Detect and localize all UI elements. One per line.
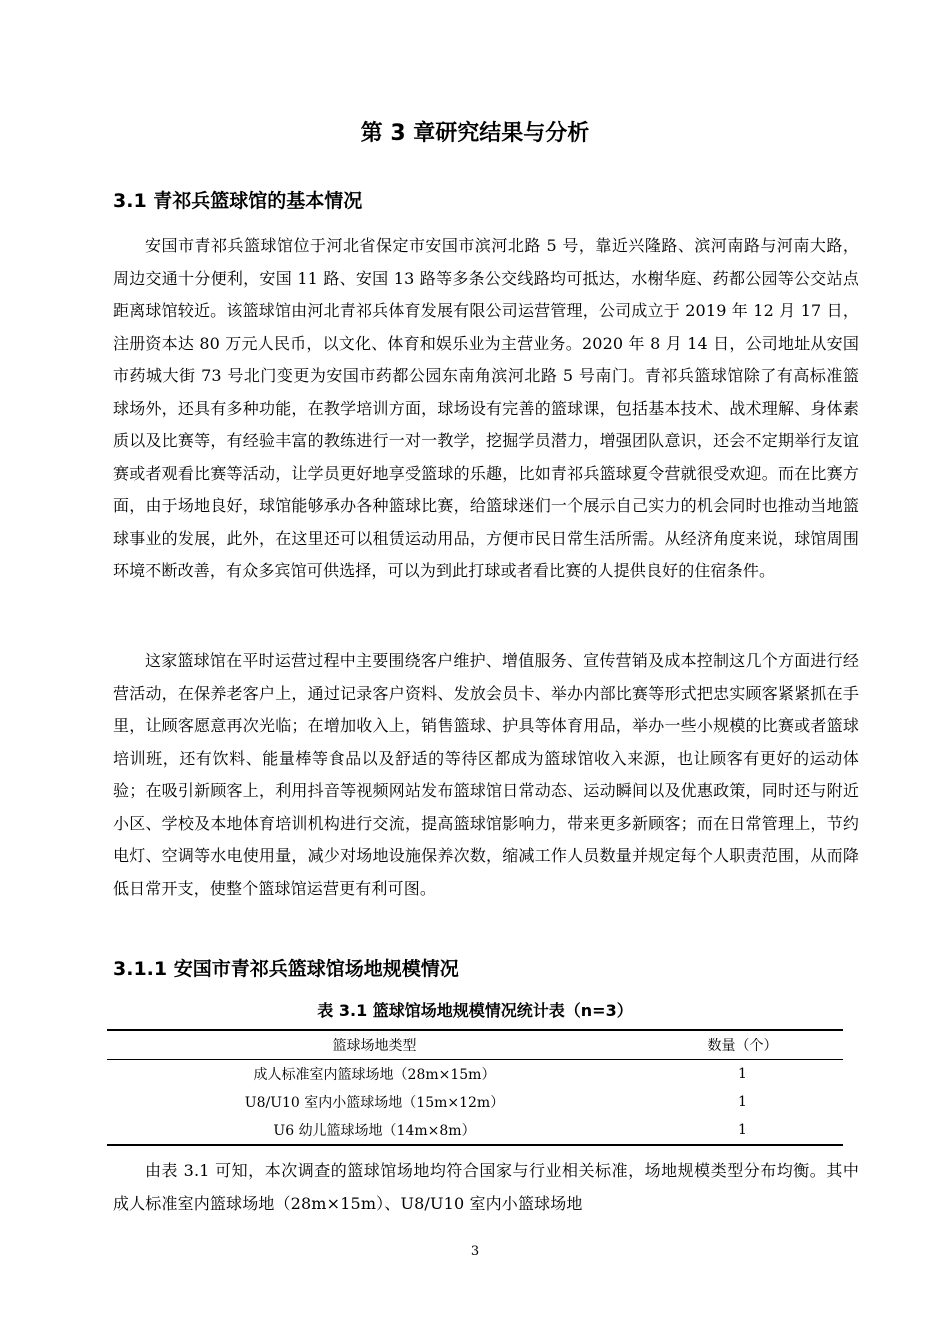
paragraph-intro: 安国市青祁兵篮球馆位于河北省保定市安国市滨河北路 5 号，靠近兴隆路、滨河南路与河南大路，周边交通十分便利，安国 11 路、安国 13 路等多条公交线路均可抵达，水榭华庭、药都公园等公交站点距离球馆较近。该篮球馆由河北青祁兵体育发展有限公司运营管理，公司成立于 2019 年 12 月 17 日，注册资本达 80 万元人民币，以文化、体育和娱乐业为主营业务。2020 年 8 月 14 日，公司地址从安国市药城大街 73 号北门变更为安国市药都公园东南角滨河北路 5 号南门。青祁兵篮球馆除了有高标准篮球场外，还具有多种功能，在教学培训方面，球场设有完善的篮球课，包括基本技术、战术理解、身体素质以及比赛等，有经验丰富的教练进行一对一教学，挖掘学员潜力，增强团队意识，还会不定期举行友谊赛或者观看比赛等活动，让学员更好地享受篮球的乐趣，比如青祁兵篮球夏令营就很受欢迎。而在比赛方面，由于场地良好，球馆能够承办各种篮球比赛，给篮球迷们一个展示自己实力的机会同时也推动当地篮球事业的发展，此外，在这里还可以租赁运动用品，方便市民日常生活所需。从经济角度来说，球馆周围环境不断改善，有众多宾馆可供选择，可以为到此打球或者看比赛的人提供良好的住宿条件。 xyxy=(113,236,859,580)
header-court-type: 篮球场地类型 xyxy=(332,1038,417,1054)
cell-count: 1 xyxy=(738,1122,747,1138)
page-number: 3 xyxy=(470,1244,480,1259)
table-row xyxy=(107,1116,843,1145)
chapter-title: 第 3 章研究结果与分析 xyxy=(360,121,590,146)
cell-court-type: U6 幼儿篮球场地（14m×8m） xyxy=(273,1123,476,1139)
table-row xyxy=(107,1088,843,1116)
cell-court-type: 成人标准室内篮球场地（28m×15m） xyxy=(253,1067,496,1083)
subsection-heading: 3.1.1 安国市青祁兵篮球馆场地规模情况 xyxy=(113,958,459,980)
cell-count: 1 xyxy=(738,1094,747,1110)
section-heading: 3.1 青祁兵篮球馆的基本情况 xyxy=(113,190,363,212)
cell-court-type: U8/U10 室内小篮球场地（15m×12m） xyxy=(244,1095,505,1111)
table-caption: 表 3.1 篮球馆场地规模情况统计表（n=3） xyxy=(317,1001,633,1020)
table-header-row xyxy=(107,1030,843,1060)
header-count: 数量（个） xyxy=(707,1038,778,1054)
paragraph-operations: 这家篮球馆在平时运营过程中主要围绕客户维护、增值服务、宣传营销及成本控制这几个方面进行经营活动，在保养老客户上，通过记录客户资料、发放会员卡、举办内部比赛等形式把忠实顾客紧紧抓在手里，让顾客愿意再次光临；在增加收入上，销售篮球、护具等体育用品，举办一些小规模的比赛或者篮球培训班，还有饮料、能量棒等食品以及舒适的等待区都成为篮球馆收入来源，也让顾客有更好的运动体验；在吸引新顾客上，利用抖音等视频网站发布篮球馆日常动态、运动瞬间以及优惠政策，同时还与附近小区、学校及本地体育培训机构进行交流，提高篮球馆影响力，带来更多新顾客；而在日常管理上，节约电灯、空调等水电使用量，减少对场地设施保养次数，缩减工作人员数量并规定每个人职责范围，从而降低日常开支，使整个篮球馆运营更有利可图。 xyxy=(113,651,859,898)
cell-count: 1 xyxy=(738,1066,747,1082)
paragraph-table-analysis: 由表 3.1 可知，本次调查的篮球馆场地均符合国家与行业相关标准，场地规模类型分布均衡。其中成人标准室内篮球场地（28m×15m）、U8/U10 室内小篮球场地 xyxy=(113,1161,859,1213)
table-row xyxy=(107,1060,843,1089)
court-scale-table xyxy=(107,1029,843,1146)
